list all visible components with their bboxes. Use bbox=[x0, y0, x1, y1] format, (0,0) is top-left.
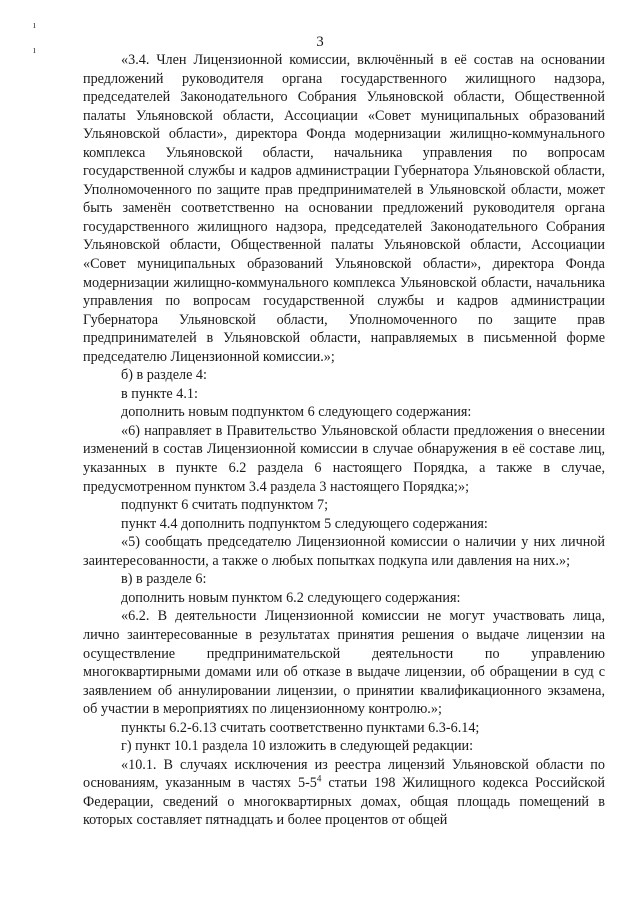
paragraph-text: «10.1. В случаях исключения из реестра лицензий Ульяновской области по основаниям, указанным в частях 5-5 bbox=[83, 756, 605, 792]
paragraph-text: статьи 198 Жилищного кодекса Российской Федерации, сведений о многоквартирных домах, общая площадь помещений в которых составляет пятнадцать и более процентов от общей bbox=[83, 775, 605, 829]
paragraph-item-4-1: в пункте 4.1: bbox=[121, 385, 198, 402]
document-body bbox=[83, 51, 605, 830]
margin-mark: ı bbox=[33, 20, 36, 31]
paragraph-subitem-6-text: «6) направляет в Правительство Ульяновской области предложения о внесении изменений в состав Лицензионной комиссии в случае обнаружения в её составе лиц, указанных в пункте 6.2 раздела 6 настоящего Порядка, а также в случае, предусмотренном пунктом 3.4 раздела 3 настоящего Порядка;»; bbox=[83, 422, 605, 495]
paragraph-add-item-6-2: дополнить новым пунктом 6.2 следующего содержания: bbox=[121, 589, 461, 606]
paragraph-item-10-1: г) пункт 10.1 раздела 10 изложить в следующей редакции: bbox=[121, 738, 474, 755]
paragraph-item-6-2-text: «6.2. В деятельности Лицензионной комиссии не могут участвовать лица, лично заинтересованные в результатах принятия решения о выдаче лицензии на осуществление предпринимательской деятельности по управлению многоквартирными домами или об отказе в выдаче лицензии, об обращении в суд с заявлением об аннулировании лицензии, о принятии квалификационного экзамена, об участии в мероприятиях по лицензионному контролю.»; bbox=[83, 608, 605, 718]
paragraph-renumber-6-7: подпункт 6 считать подпунктом 7; bbox=[121, 497, 329, 514]
paragraph-item-4-4: пункт 4.4 дополнить подпунктом 5 следующего содержания: bbox=[121, 515, 488, 532]
superscript: 4 bbox=[316, 773, 322, 784]
paragraph-3-4: «3.4. Член Лицензионной комиссии, включённый в её состав на основании предложений руководителя органа государственного жилищного надзора, председателей Законодательного Собрания Ульяновской области, Общественной палаты Ульяновской области, Ассоциации «Совет муниципальных образований Ульяновской области», директора Фонда модернизации жилищно-коммунального комплекса Ульяновской области, начальника управления по вопросам государственной службы и кадров администрации Губернатора Ульяновской области, Уполномоченного по защите прав предпринимателей в Ульяновской области, может быть заменён соответственно на основании предложений руководителя органа государственного жилищного надзора, председателей Законодательного Собрания Ульяновской области, Общественной палаты Ульяновской области, Ассоциации «Совет муниципальных образований Ульяновской области», директора Фонда модернизации жилищно-коммунального комплекса Ульяновской области, начальника управления по вопросам государственной службы и кадров администрации Губернатора Ульяновской области, Уполномоченного по защите прав предпринимателей в Ульяновской области, направляемых в письменной форме председателю Лицензионной комиссии.»; bbox=[83, 52, 605, 365]
margin-mark: ı bbox=[33, 45, 36, 56]
paragraph-section-4: б) в разделе 4: bbox=[121, 367, 207, 384]
paragraph-section-6: в) в разделе 6: bbox=[121, 571, 207, 588]
paragraph-item-10-1-text bbox=[83, 756, 605, 830]
paragraph-subitem-5-text: «5) сообщать председателю Лицензионной комиссии о наличии у них личной заинтересованности, а также о любых попытках подкупа или давления на них.»; bbox=[83, 534, 605, 569]
paragraph-renumber-6-2-6-13: пункты 6.2-6.13 считать соответственно пунктами 6.3-6.14; bbox=[121, 719, 480, 736]
paragraph-add-subitem-6: дополнить новым подпунктом 6 следующего содержания: bbox=[121, 404, 472, 421]
page-number: 3 bbox=[316, 34, 324, 50]
